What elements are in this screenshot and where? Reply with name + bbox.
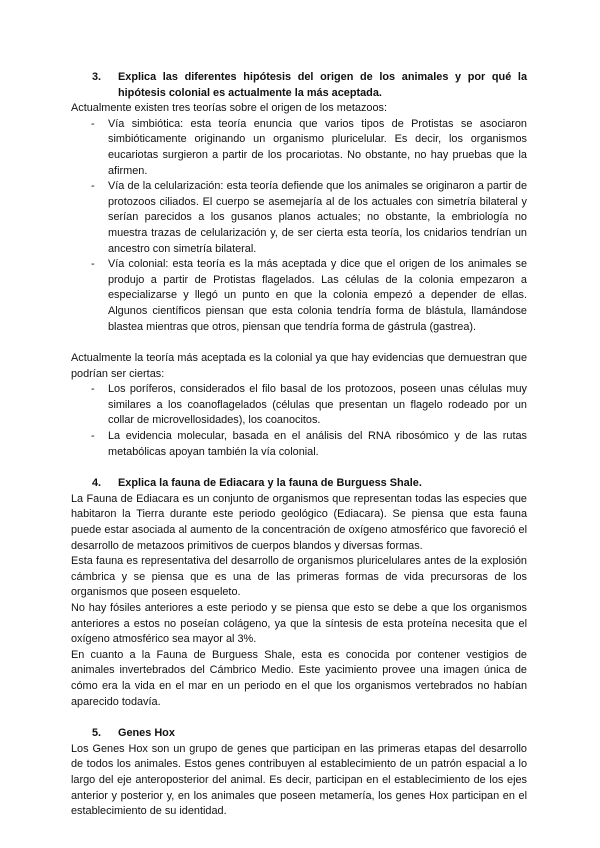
q4-title: Explica la fauna de Ediacara y la fauna de Burguess Shale. <box>118 477 422 490</box>
theory-cellularization: Vía de la celularización: esta teoría defiende que los animales se originaron a partir de protozoos ciliados. El cuerpo se asemejaría al de los actuales con simetría bilateral y serían parecidos a los gusanos planos actuales; no obstante, la embriología no muestra trazas de celularización y, de ser cierta esta teoría, los cnidarios tendrían un ancestro con simetría bilateral. <box>108 180 527 255</box>
bullet: - <box>91 383 95 396</box>
q5-paragraph: Los Genes Hox son un grupo de genes que participan en las primeras etapas del desarrollo de todos los animales. Estos genes contribuyen al establecimiento de un patrón espacial a lo largo del eje anteroposterior del animal. Es decir, participan en el establecimiento de los ejes anterior y posterior y, en los animales que poseen metamería, los genes Hox participan en el establecimiento de su identidad. <box>71 742 527 818</box>
q5-heading <box>71 726 527 742</box>
q3-theories-list <box>71 117 527 335</box>
q4-paragraph-burguess: En cuanto a la Fauna de Burguess Shale, esta es conocida por contener vestigios de animales invertebrados del Cámbrico Medio. Este yacimiento provee una imagen única de cómo era la vida en el mar en un periodo en el que los organismos vertebrados no habían aparecido todavía. <box>71 648 527 708</box>
q4-paragraph-cambrian: Esta fauna es representativa del desarrollo de organismos pluricelulares antes de la explosión cámbrica y se piensa que es una de las primeras formas de vida precursoras de los organismos que poseen esqueleto. <box>71 555 527 599</box>
theory-colonial: Vía colonial: esta teoría es la más aceptada y dice que el origen de los animales se produjo a partir de Protistas flagelados. Las células de la colonia empezaron a especializarse y llegó un punto en que la colonia empezó a depender de ellas. Algunos científicos piensan que esta colonia tendría forma de blástula, llamándose blastea mientras que otros, piensan que tendría forma de gástrula (gastrea). <box>108 258 527 333</box>
list-item <box>71 429 527 460</box>
q3-colonial-intro: Actualmente la teoría más aceptada es la colonial ya que hay evidencias que demuestran que podrían ser ciertas: <box>71 352 527 380</box>
evidence-molecular: La evidencia molecular, basada en el análisis del RNA ribosómico y de las rutas metabólicas apoyan también la vía colonial. <box>108 430 527 458</box>
q5-title: Genes Hox <box>118 727 175 740</box>
bullet: - <box>91 117 95 130</box>
q4-paragraph-ediacara: La Fauna de Ediacara es un conjunto de organismos que representan todas las especies que habitaron la Tierra durante este periodo geológico (Ediacara). Se piensa que esta fauna puede estar asociada al aumento de la concentración de oxígeno atmosférico que favoreció el desarrollo de metazoos primitivos de cuerpos blandos y diversas formas. <box>71 492 527 552</box>
theory-symbiotic: Vía simbiótica: esta teoría enuncia que varios tipos de Protistas se asociaron simbióticamente originando un organismo pluricelular. Es decir, los organismos eucariotas surgieron a partir de los procariotas. No obstante, no hay pruebas que la afirmen. <box>108 117 527 177</box>
bullet: - <box>91 258 95 271</box>
q3-intro: Actualmente existen tres teorías sobre el origen de los metazoos: <box>71 102 387 115</box>
q5-number: 5. <box>92 727 102 740</box>
q3-evidence-list <box>71 382 527 460</box>
list-item <box>71 117 527 179</box>
q4-heading <box>71 476 527 492</box>
list-item <box>71 179 527 257</box>
bullet: - <box>91 180 95 193</box>
q4-paragraph-collagen: No hay fósiles anteriores a este periodo y se piensa que esto se debe a que los organismos anteriores a estos no poseían colágeno, ya que la síntesis de esta proteína necesita que el oxígeno atmosférico sea mayor al 3%. <box>71 602 527 646</box>
q3-number: 3. <box>92 71 102 83</box>
list-item <box>71 382 527 429</box>
q3-heading <box>71 70 527 101</box>
bullet: - <box>91 430 95 443</box>
q3-title: Explica las diferentes hipótesis del origen de los animales y por qué la hipótesis colonial es actualmente la más aceptada. <box>118 71 527 99</box>
q4-number: 4. <box>92 477 102 490</box>
evidence-porifera: Los poríferos, considerados el filo basal de los protozoos, poseen unas células muy similares a los coanoflagelados (células que presentan un flagelo rodeado por un collar de microvellosidades), los coanocitos. <box>108 383 527 427</box>
document-page <box>71 70 527 820</box>
list-item <box>71 257 527 335</box>
